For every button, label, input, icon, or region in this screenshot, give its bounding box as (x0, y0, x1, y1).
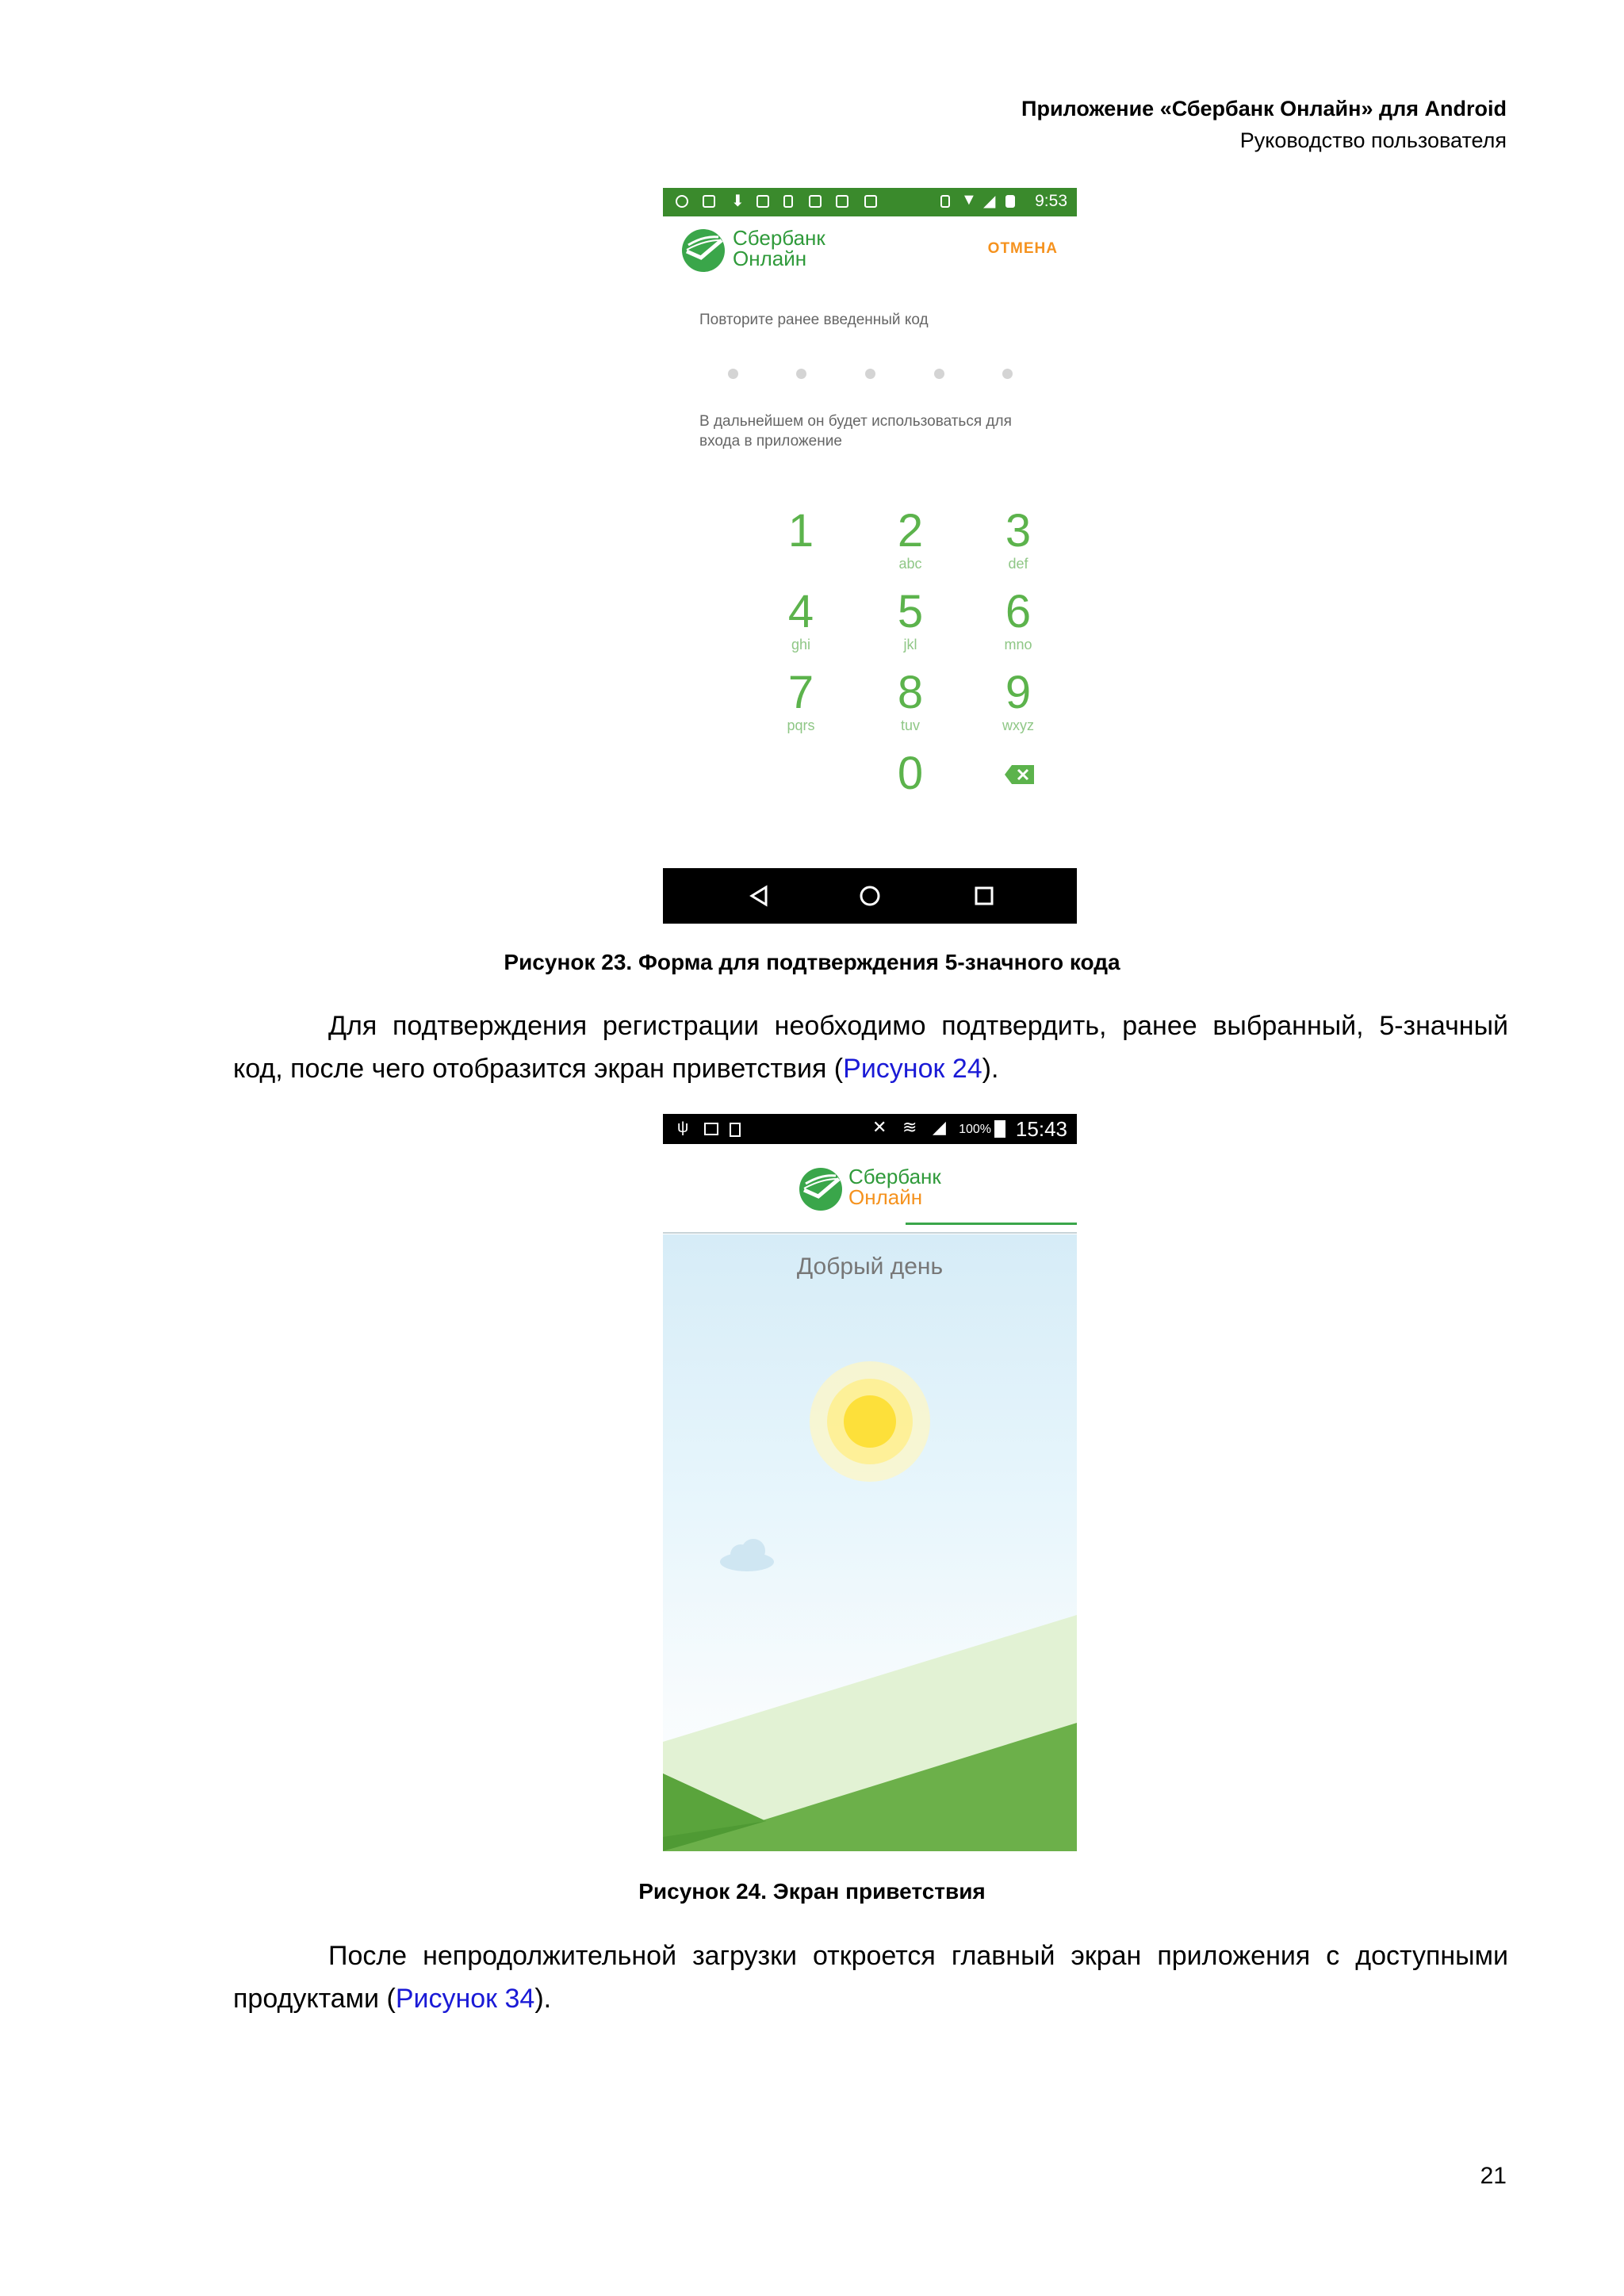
bag-check-icon (836, 195, 848, 208)
wifi-icon: ≋ (902, 1117, 917, 1137)
gallery-icon (756, 195, 769, 208)
figure-24-caption: Рисунок 24. Экран приветствия (638, 1879, 986, 1904)
key-6[interactable]: 6 mno (1004, 586, 1032, 652)
header-accent-line (906, 1223, 1077, 1225)
page-number: 21 (1480, 2163, 1507, 2189)
logo-text-line1: Сбербанк (733, 226, 825, 250)
usb-icon: ψ (677, 1119, 689, 1136)
recents-icon[interactable] (972, 884, 996, 908)
figure-24-link[interactable]: Рисунок 24 (843, 1054, 982, 1084)
cancel-button[interactable]: ОТМЕНА (987, 240, 1058, 257)
pin-dot (1002, 369, 1013, 379)
key-1[interactable]: 1 (787, 505, 814, 557)
key-4[interactable]: 4 ghi (787, 586, 814, 652)
pin-dot (865, 369, 875, 379)
paragraph-2: После непродолжительной загрузки откроется главный экран приложения с доступными продуктами (Рисунок 34). (233, 1941, 1508, 2014)
welcome-screenshot (663, 1114, 1077, 1851)
vibrate-icon (940, 195, 950, 208)
header-divider (663, 1232, 1077, 1234)
document-title: Приложение «Сбербанк Онлайн» для Android (1021, 97, 1507, 121)
signal-icon: ◢ (983, 193, 996, 210)
back-icon[interactable] (747, 884, 771, 908)
battery-icon (994, 1120, 1005, 1138)
logo-text-line1: Сбербанк (848, 1165, 941, 1188)
battery-percent: 100% (959, 1123, 991, 1136)
logo-text-line2: Онлайн (733, 247, 807, 270)
key-2[interactable]: 2 abc (897, 505, 924, 572)
key-0[interactable]: 0 (897, 748, 924, 799)
key-8[interactable]: 8 tuv (897, 667, 924, 733)
wifi-icon: ▼ (961, 191, 977, 209)
bag-edit-icon (864, 195, 877, 208)
pin-dot (728, 369, 738, 379)
document-subtitle: Руководство пользователя (1239, 128, 1507, 152)
logo-text-line2: Онлайн (848, 1185, 923, 1209)
status-bar (663, 1114, 1077, 1144)
mute-icon: ✕ (872, 1117, 887, 1137)
figure-23-caption: Рисунок 23. Форма для подтверждения 5-значного кода (504, 950, 1120, 974)
notification-icon (676, 195, 688, 208)
sun-icon (844, 1395, 896, 1448)
pin-dot (796, 369, 806, 379)
pin-confirm-screenshot (663, 188, 1077, 924)
key-9[interactable]: 9 wxyz (1002, 667, 1034, 733)
status-time: 9:53 (1035, 192, 1067, 210)
key-3[interactable]: 3 def (1005, 505, 1032, 572)
pin-dot (934, 369, 944, 379)
battery-icon (1005, 195, 1015, 208)
signal-icon: ◢ (933, 1117, 946, 1137)
android-nav-bar (663, 868, 1077, 924)
greeting-text: Добрый день (796, 1253, 944, 1280)
sberbank-logo-icon (680, 228, 726, 274)
key-7[interactable]: 7 pqrs (787, 667, 815, 733)
document-icon (730, 1123, 741, 1137)
pin-prompt: Повторите ранее введенный код (699, 312, 929, 328)
sberbank-logo-icon (798, 1166, 844, 1212)
figure-34-link[interactable]: Рисунок 34 (395, 1984, 535, 2014)
image-icon (704, 1123, 718, 1135)
status-time: 15:43 (1015, 1117, 1067, 1141)
home-icon[interactable] (858, 884, 882, 908)
image-icon (703, 195, 715, 208)
status-bar (663, 188, 1077, 216)
download-icon: ⬇ (731, 193, 745, 210)
pin-hint: В дальнейшем он будет использоваться для входа в приложение (699, 413, 1012, 450)
backspace-icon[interactable] (1004, 763, 1036, 786)
phone-icon (783, 195, 793, 208)
key-5[interactable]: 5 jkl (897, 586, 924, 652)
paragraph-1: Для подтверждения регистрации необходимо подтвердить, ранее выбранный, 5-значный код, после чего отобразится экран приветствия (Рисунок 24). (233, 1011, 1508, 1084)
welcome-illustration (663, 1234, 1077, 1851)
bag-icon (809, 195, 822, 208)
cloud-icon (720, 1539, 774, 1571)
